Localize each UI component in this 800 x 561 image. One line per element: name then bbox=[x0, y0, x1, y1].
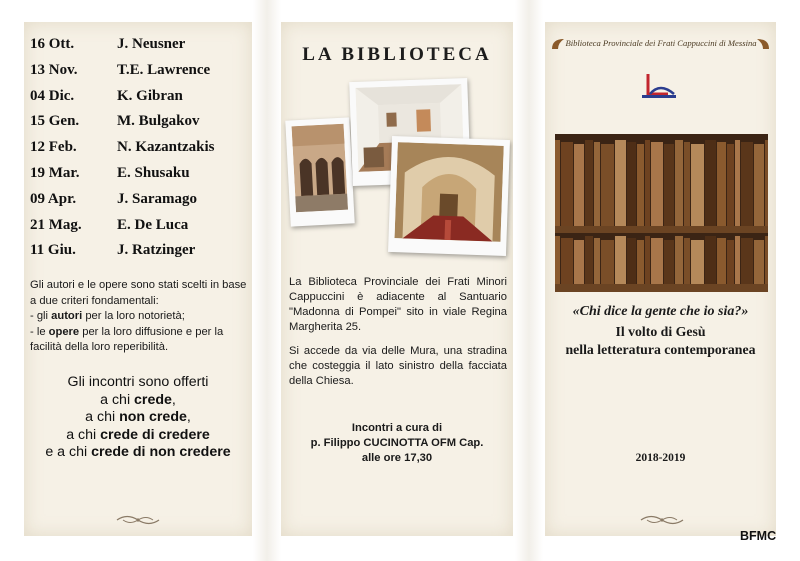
criteria-text bbox=[30, 278, 250, 356]
schedule-author: E. Shusaku bbox=[117, 165, 190, 181]
season-year: 2018-2019 bbox=[635, 452, 686, 464]
schedule-author: K. Gibran bbox=[117, 87, 183, 104]
offer-line: Gli incontri sono offerti bbox=[67, 374, 209, 390]
bookshelf-image bbox=[555, 134, 768, 292]
credit-line: Incontri a cura di bbox=[351, 422, 443, 434]
offer-line: a chi crede, bbox=[100, 391, 176, 408]
schedule-date: 11 Giu. bbox=[30, 242, 76, 259]
schedule-date: 21 Mag. bbox=[30, 216, 82, 233]
offer-line: e a chi crede di non credere bbox=[45, 444, 231, 460]
audience-statement bbox=[28, 374, 248, 462]
schedule-date: 16 Ott. bbox=[30, 36, 75, 52]
bfmc-mark: BFMC bbox=[740, 529, 777, 543]
schedule-author: J. Neusner bbox=[117, 36, 186, 52]
cover-subtitle: Il volto di Gesù bbox=[615, 324, 706, 339]
offer-line: a chi crede di credere bbox=[66, 426, 210, 443]
access-paragraph: Si accede da via delle Mura, una stradina che costeggia il lato sinistro della facciata della Chiesa. bbox=[289, 345, 507, 387]
location-paragraph: La Biblioteca Provinciale dei Frati Minori Cappuccini è adiacente al Santuario "Madonna di Pompei" sito in viale Regina Margherita 25. bbox=[289, 276, 507, 333]
schedule-author: J. Saramago bbox=[117, 190, 197, 207]
organizer-credit bbox=[281, 421, 513, 466]
flourish-ornament-icon bbox=[639, 513, 685, 527]
criteria-intro: Gli autori e le opere sono stati scelti in base a due criteri fondamentali: bbox=[30, 279, 247, 307]
schedule-author: T.E. Lawrence bbox=[117, 61, 211, 78]
library-description bbox=[289, 275, 507, 398]
schedule-author: M. Bulgakov bbox=[117, 113, 200, 130]
library-title: LA BIBLIOTECA bbox=[302, 44, 492, 65]
credit-line: p. Filippo CUCINOTTA OFM Cap. bbox=[310, 437, 484, 449]
schedule-date: 04 Dic. bbox=[30, 87, 75, 104]
library-logo-icon bbox=[640, 72, 678, 100]
schedule-author: J. Ratzinger bbox=[117, 242, 196, 259]
criteria-works: - le opere per la loro diffusione e per la facilità della loro reperibilità. bbox=[30, 325, 224, 353]
schedule-panel bbox=[24, 22, 252, 536]
cloister-photo bbox=[285, 117, 354, 226]
library-header: Biblioteca Provinciale dei Frati Cappuccini di Messina bbox=[565, 38, 757, 48]
criteria-authors: - gli autori per la loro notorietà; bbox=[30, 310, 185, 322]
offer-line: a chi non crede, bbox=[85, 409, 191, 425]
schedule-date: 12 Feb. bbox=[30, 139, 77, 156]
schedule-author: N. Kazantzakis bbox=[117, 139, 215, 156]
schedule-date: 19 Mar. bbox=[30, 165, 80, 181]
library-panel bbox=[281, 22, 513, 536]
church-interior-photo bbox=[388, 136, 510, 256]
schedule-date: 13 Nov. bbox=[30, 61, 78, 78]
credit-line: alle ore 17,30 bbox=[361, 452, 433, 464]
schedule-date: 15 Gen. bbox=[30, 113, 80, 130]
schedule-date: 09 Apr. bbox=[30, 190, 77, 207]
cover-panel bbox=[545, 22, 776, 536]
corner-ornament-icon bbox=[756, 38, 770, 50]
cover-quote: «Chi dice la gente che io sia?» bbox=[572, 304, 749, 319]
cover-subtitle: nella letteratura contemporanea bbox=[565, 342, 756, 357]
schedule-author: E. De Luca bbox=[117, 216, 189, 233]
flourish-ornament-icon bbox=[115, 513, 161, 527]
